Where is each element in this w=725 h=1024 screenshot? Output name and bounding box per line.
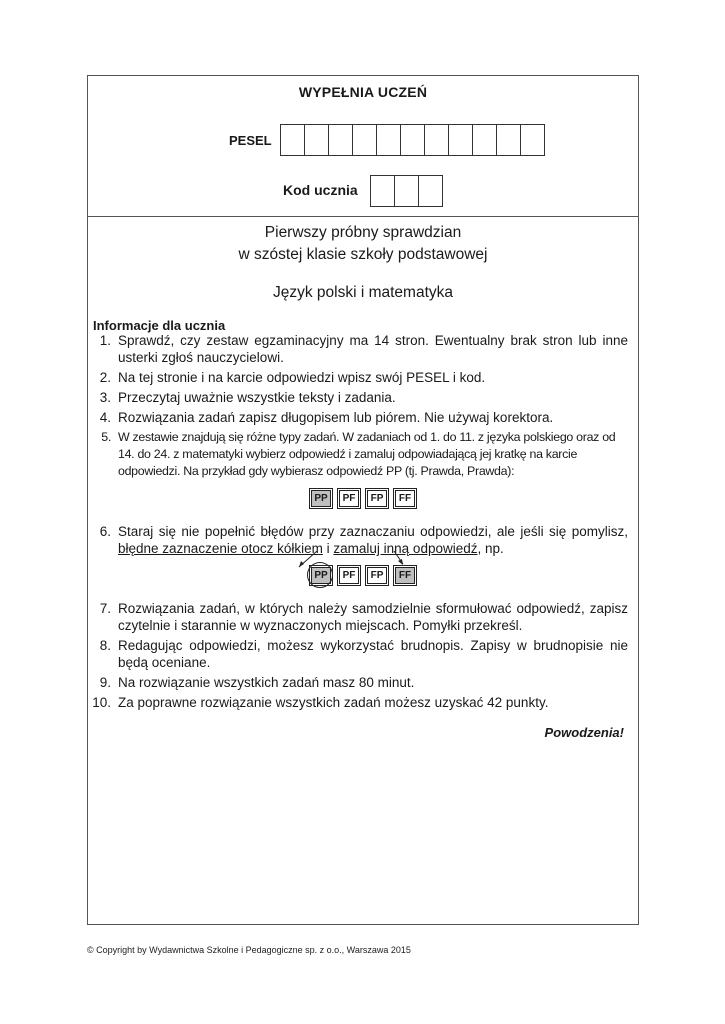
list-item: 2. Na tej stronie i na karcie odpowiedzi wpisz swój PESEL i kod. [99,370,486,385]
list-item: 6. Staraj się nie popełnić błędów przy zaznaczaniu odpowiedzi, ale jeśli się pomylisz, błędne zaznaczenie otocz kółkiem i zamaluj inną odpowiedź, np. [99,524,628,556]
example-answer-row [88,488,638,509]
pesel-digit-box[interactable] [352,124,377,156]
list-item: 4. Rozwiązania zadań zapisz długopisem lub piórem. Nie używaj korektora. [99,410,554,425]
pesel-digit-box[interactable] [424,124,449,156]
pesel-digit-box[interactable] [472,124,497,156]
student-fill-section [88,76,638,217]
pesel-digit-box[interactable] [376,124,401,156]
answer-box-ff: FF [393,565,417,586]
answer-box-ff: FF [393,488,417,509]
list-item: 9. Na rozwiązanie wszystkich zadań masz 80 minut. [99,675,415,690]
pesel-label: PESEL [229,133,272,148]
list-item: 5. W zestawie znajdują się różne typy zadań. W zadaniach od 1. do 11. z języka polskiego oraz od 14. do 24. z matematyki wybierz odpowiedź i zamaluj odpowiadającą jej kratkę na karcie odpowiedzi. Na przykład gdy wybierasz odpowiedź PP (tj. Prawda, Prawda): [101,430,616,478]
exam-title: Pierwszy próbny sprawdzian [264,224,462,241]
pesel-digit-box[interactable] [496,124,521,156]
code-digit-box[interactable] [418,175,443,207]
fill-instruction: zamaluj inną odpowiedź [333,541,478,556]
circle-mark [307,562,333,588]
answer-box-pp: PP [309,565,333,586]
answer-box-fp: FP [365,488,389,509]
list-item: 1. Sprawdź, czy zestaw egzaminacyjny ma 14 stron. Ewentualny brak stron lub inne usterki zgłoś nauczycielowi. [99,333,628,365]
exam-cover-frame [87,75,639,925]
student-code-label: Kod ucznia [283,182,358,198]
answer-box-pp: PP [309,488,333,509]
list-item: 8. Redagując odpowiedzi, możesz wykorzystać brudnopis. Zapisy w brudnopisie nie będą oceniane. [99,638,628,670]
instructions-list [88,332,638,740]
exam-subtitle: w szóstej klasie szkoły podstawowej [238,246,488,263]
list-item: 10. Za poprawne rozwiązanie wszystkich zadań możesz uzyskać 42 punkty. [92,695,549,710]
pesel-digit-box[interactable] [400,124,425,156]
correction-example-row [88,565,638,586]
pesel-digit-box[interactable] [304,124,329,156]
pesel-digit-box[interactable] [280,124,305,156]
student-code-boxes [371,175,443,207]
list-item: 7. Rozwiązania zadań, w których należy samodzielnie sformułować odpowiedź, zapisz czytelnie i starannie w wyznaczonych miejscach. Pomyłki przekreśl. [99,601,628,633]
answer-box-pf: PF [337,488,361,509]
copyright-notice: © Copyright by Wydawnictwa Szkolne i Pedagogiczne sp. z o.o., Warszawa 2015 [87,945,411,955]
code-digit-box[interactable] [370,175,395,207]
answer-box-pf: PF [337,565,361,586]
pesel-digit-box[interactable] [328,124,353,156]
exam-subject: Język polski i matematyka [272,284,454,301]
fill-heading: WYPEŁNIA UCZEŃ [298,84,428,100]
circle-instruction: błędne zaznaczenie otocz kółkiem [118,541,323,556]
pesel-boxes [281,124,545,156]
answer-box-fp: FP [365,565,389,586]
code-digit-box[interactable] [394,175,419,207]
info-heading: Informacje dla ucznia [93,318,226,333]
pesel-digit-box[interactable] [520,124,545,156]
closing-wish: Powodzenia! [544,725,624,740]
pesel-digit-box[interactable] [448,124,473,156]
list-item: 3. Przeczytaj uważnie wszystkie teksty i zadania. [99,390,396,405]
